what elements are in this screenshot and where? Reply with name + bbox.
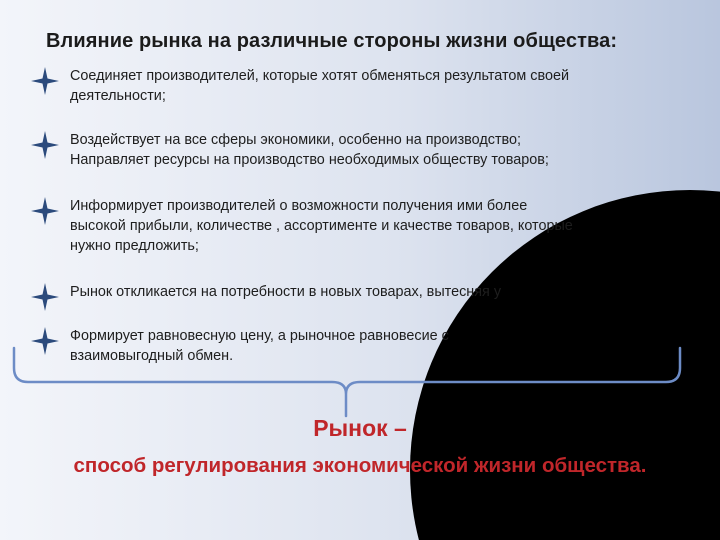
list-item-line: Рынок откликается на потребности в новых товарах, вытесняя у (70, 284, 502, 300)
four-point-star-icon (30, 66, 60, 96)
list-item (70, 66, 670, 106)
list-item-line: Формирует равновесную цену, а рыночное равновесие с (70, 328, 449, 344)
list-item (70, 196, 670, 256)
list-item-line: высокой прибыли, количестве , ассортименте и качестве товаров, которые (70, 218, 573, 234)
list-item-line: деятельности; (70, 88, 166, 104)
curly-brace (10, 344, 700, 420)
list-item (70, 282, 670, 302)
list-item-line: Направляет ресурсы на производство необходимых обществу товаров; (70, 152, 549, 168)
four-point-star-icon (30, 196, 60, 226)
slide-title: Влияние рынка на различные стороны жизни общества: (46, 30, 618, 52)
list-item-line: Воздействует на все сферы экономики, особенно на производство; (70, 132, 522, 148)
list-item-line: взаимовыгодный обмен. (70, 348, 234, 364)
list-item-line: Информирует производителей о возможности получения ими более (70, 198, 528, 214)
conclusion-title: Рынок – (313, 415, 407, 441)
four-point-star-icon (30, 130, 60, 160)
list-item-line: нужно предложить; (70, 238, 199, 254)
conclusion-text: способ регулирования экономической жизни общества. (73, 454, 647, 477)
list-item-line: Соединяет производителей, которые хотят обменяться результатом своей (70, 68, 570, 84)
list-item (70, 130, 670, 170)
four-point-star-icon (30, 282, 60, 312)
